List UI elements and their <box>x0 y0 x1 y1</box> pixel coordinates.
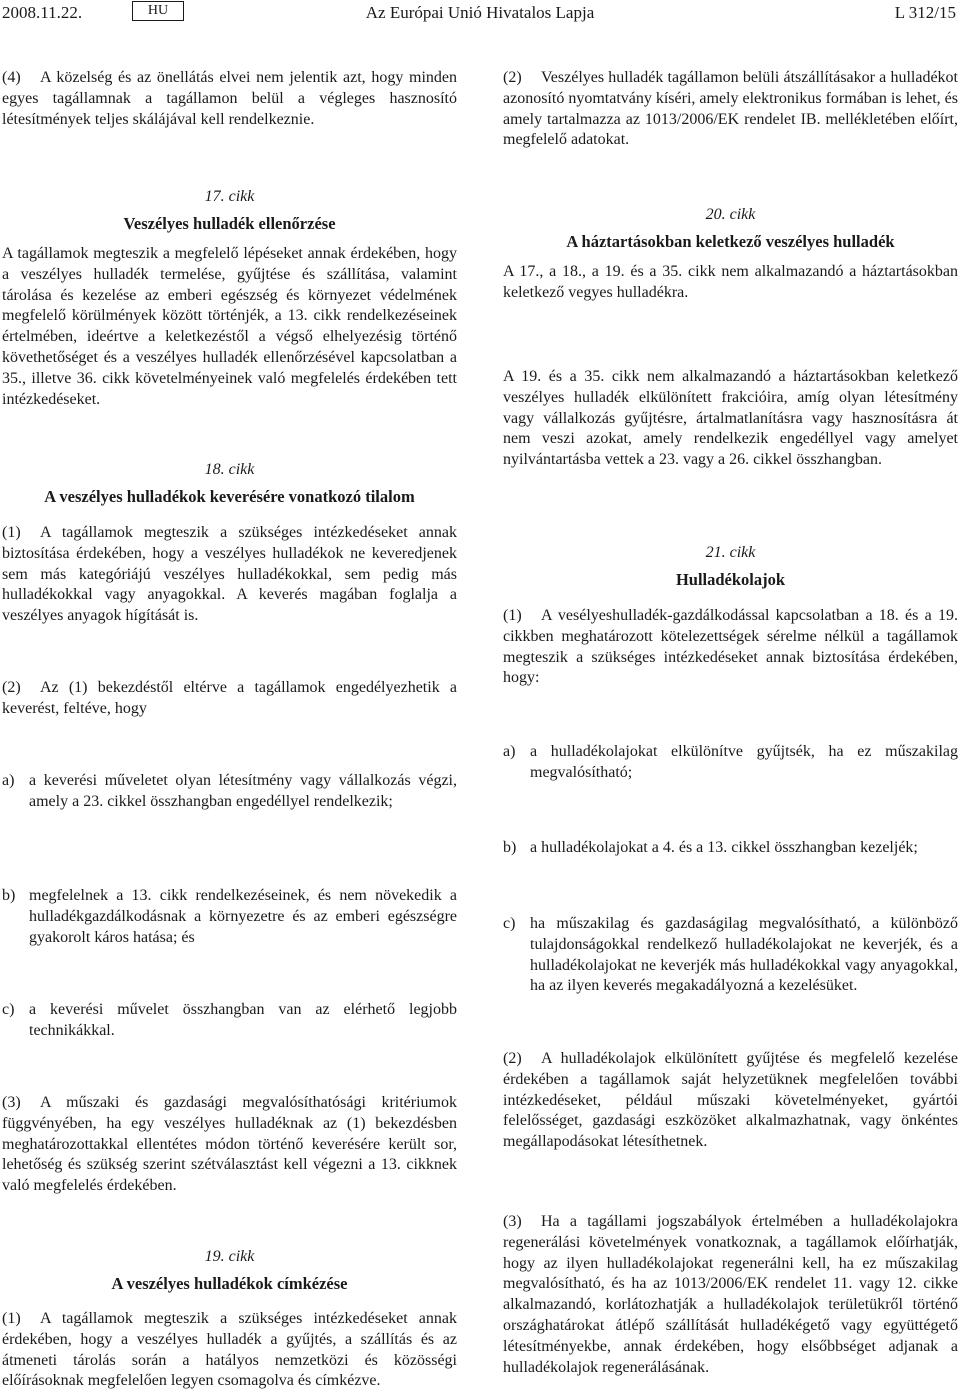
article-number: 17. cikk <box>204 188 255 205</box>
article-number: 20. cikk <box>705 206 756 223</box>
point-text: a keverési művelet összhangban van az elérhető legjobb technikákkal. <box>29 1001 457 1039</box>
article-18 <box>2 460 457 508</box>
point-text: ha műszakilag és gazdaságilag megvalósítható, a különböző tulajdonságokkal rendelkező hulladékolajokat ne keverjék, és a hulladékolajokat ne keverjék más hulladékokkal vagy anyagokkal, ha az ilyen keverés megakadályozná a kezelésüket. <box>530 915 958 995</box>
paragraph-number: (2) <box>503 1050 522 1067</box>
article-18-point-c <box>2 1000 457 1042</box>
page-reference: L 312/15 <box>894 3 956 22</box>
point-text: a hulladékolajokat a 4. és a 13. cikkel összhangban kezeljék; <box>530 839 918 856</box>
paragraph-2 <box>503 68 958 151</box>
article-title: Hulladékolajok <box>675 570 786 589</box>
point-label: c) <box>503 915 516 932</box>
point-text: megfelelnek a 13. cikk rendelkezéseinek, és nem növekedik a hulladékgazdálkodásnak a környezetre és az emberi egészségre gyakorolt káros hatása; és <box>29 887 457 946</box>
paragraph-text: Az (1) bekezdéstől eltérve a tagállamok engedélyezhetik a keverést, feltéve, hogy <box>2 679 457 717</box>
article-18-paragraph-2 <box>2 678 457 720</box>
article-19-paragraph-1 <box>2 1309 457 1392</box>
paragraph-text: A műszaki és gazdasági megvalósíthatósági kritériumok függvényében, ha egy veszélyes hulladéknak az (1) bekezdésben meghatározottakkal ellentétes módon történő keverésére került sor, lehetőség és szükség szerint szétválasztást kell végezni a 13. cikknek való megfelelés érdekében. <box>2 1094 457 1195</box>
paragraph-text: Veszélyes hulladék tagállamon belüli átszállításakor a hulladékot azonosító nyomtatvány kíséri, amely elektronikus formában is lehet, és amely tartalmazza az 1013/2006/EK rendelet IB. mellékletében előírt, megfelelő adatokat. <box>503 69 958 149</box>
article-title: A háztartásokban keletkező veszélyes hulladék <box>566 232 895 251</box>
paragraph-number: (2) <box>2 679 21 696</box>
paragraph-text: A tagállamok megteszik a szükséges intézkedéseket annak biztosítása érdekében, hogy a veszélyes hulladékok ne keveredjenek sem más kategóriájú veszélyes hulladékokkal, sem pedig más hulladékokkal vagy anyagokkal. A keverés magában foglalja a veszélyes anyagok hígítását is. <box>2 524 457 625</box>
point-label: a) <box>503 743 516 760</box>
article-title: Veszélyes hulladék ellenőrzése <box>123 214 336 233</box>
point-text: a keverési műveletet olyan létesítmény vagy vállalkozás végzi, amely a 23. cikkel összhangban engedéllyel rendelkezik; <box>29 772 457 810</box>
article-20-text-2 <box>503 367 958 471</box>
point-label: c) <box>2 1001 15 1018</box>
language-badge: HU <box>132 1 184 21</box>
publication-date: 2008.11.22. <box>2 3 83 22</box>
article-21-paragraph-2 <box>503 1049 958 1153</box>
article-19 <box>2 1247 457 1295</box>
article-18-paragraph-1 <box>2 523 457 627</box>
article-21-paragraph-3 <box>503 1212 958 1378</box>
point-label: b) <box>2 887 16 904</box>
paragraph-4 <box>2 68 457 130</box>
left-column <box>2 0 457 1393</box>
article-number: 19. cikk <box>204 1248 255 1265</box>
point-label: b) <box>503 839 517 856</box>
paragraph-text: A hulladékolajok elkülönített gyűjtése és megfelelő kezelése érdekében a tagállamok saját helyzetüknek megfelelően további intézkedéseket, például műszaki követelményeket, gyártói felelősséget, gazdasági eszközöket alkalmazhatnak, vagy önkéntes megállapodásokat létesíthetnek. <box>503 1050 958 1151</box>
paragraph-number: (1) <box>503 607 522 624</box>
article-21-point-c <box>503 914 958 997</box>
paragraph-number: (1) <box>2 1310 21 1327</box>
article-18-paragraph-3 <box>2 1093 457 1197</box>
journal-title: Az Európai Unió Hivatalos Lapja <box>365 3 595 22</box>
paragraph-number: (2) <box>503 69 522 86</box>
paragraph-number: (4) <box>2 69 21 86</box>
article-21-point-b <box>503 838 958 859</box>
paragraph-text: A vesélyeshulladék-gazdálkodással kapcsolatban a 18. és a 19. cikkben meghatározott kötelezettségek sérelme nélkül a tagállamok megteszik a szükséges intézkedéseket annak biztosítása érdekében, hogy: <box>503 607 958 687</box>
article-text: A 19. és a 35. cikk nem alkalmazandó a háztartásokban keletkező veszélyes hulladék elkülönített frakcióira, amíg olyan létesítmény vagy vállalkozás gyűjtésre, ártalmatlanításra vagy hasznosításra át nem veszi azokat, amely rendelkezik engedéllyel vagy amelyet nyilvántartásba vettek a 23. vagy a 26. cikkel összhangban. <box>503 368 958 469</box>
article-number: 18. cikk <box>204 461 255 478</box>
paragraph-text: Ha a tagállami jogszabályok értelmében a hulladékolajokra regenerálási követelmények vonatkoznak, a tagállamok előírhatják, hogy az ilyen hulladékolajokat regenerálni kell, ha ez műszakilag megvalósítható, és ha az 1013/2006/EK rendelet 11. vagy 12. cikke alkalmazandó, korlátozhatják a hulladékolajok területükről történő országhatárokat átlépő szállítását hulladékégető vagy együttégető létesítményekbe, annak érdekében, hogy elsőbbséget adjanak a hulladékolajok regenerálásának. <box>503 1213 958 1376</box>
article-17 <box>2 187 457 410</box>
article-18-point-b <box>2 886 457 948</box>
point-label: a) <box>2 772 15 789</box>
paragraph-text: A közelség és az önellátás elvei nem jelentik azt, hogy minden egyes tagállamnak a tagállamon belül a végleges hasznosító létesítmények teljes skálájával kell rendelkeznie. <box>2 69 457 128</box>
article-text: A tagállamok megteszik a megfelelő lépéseket annak érdekében, hogy a veszélyes hulladék termelése, gyűjtése és szállítása, valamint tárolása és kezelése az emberi egészség és környezet védelmének megfelelő körülmények között történjék, a 13. cikk rendelkezéseinek értelmében, ideértve a keletkezéstől a végső elhelyezésig történő követhetőséget és a veszélyes hulladék ellenőrzésével kapcsolatban a 35., illetve 36. cikk követelményeinek való megfelelés érdekében tett intézkedéseket. <box>2 245 457 408</box>
article-21-paragraph-1 <box>503 606 958 689</box>
article-20 <box>503 205 958 304</box>
article-21 <box>503 543 958 591</box>
article-title: A veszélyes hulladékok címkézése <box>111 1274 348 1293</box>
point-text: a hulladékolajokat elkülönítve gyűjtsék, ha ez műszakilag megvalósítható; <box>530 743 958 781</box>
paragraph-number: (3) <box>503 1213 522 1230</box>
article-title: A veszélyes hulladékok keverésére vonatkozó tilalom <box>44 487 415 506</box>
article-18-point-a <box>2 771 457 813</box>
article-21-point-a <box>503 742 958 784</box>
paragraph-number: (3) <box>2 1094 21 1111</box>
paragraph-text: A tagállamok megteszik a szükséges intézkedéseket annak érdekében, hogy a veszélyes hulladék a gyűjtés, a szállítás és az átmeneti tárolás során a hatályos nemzetközi és közösségi előírásoknak megfelelően legyen csomagolva és címkézve. <box>2 1310 457 1390</box>
right-column <box>503 0 958 1393</box>
article-number: 21. cikk <box>705 544 756 561</box>
paragraph-number: (1) <box>2 524 21 541</box>
article-text: A 17., a 18., a 19. és a 35. cikk nem alkalmazandó a háztartásokban keletkező vegyes hulladékra. <box>503 263 958 301</box>
